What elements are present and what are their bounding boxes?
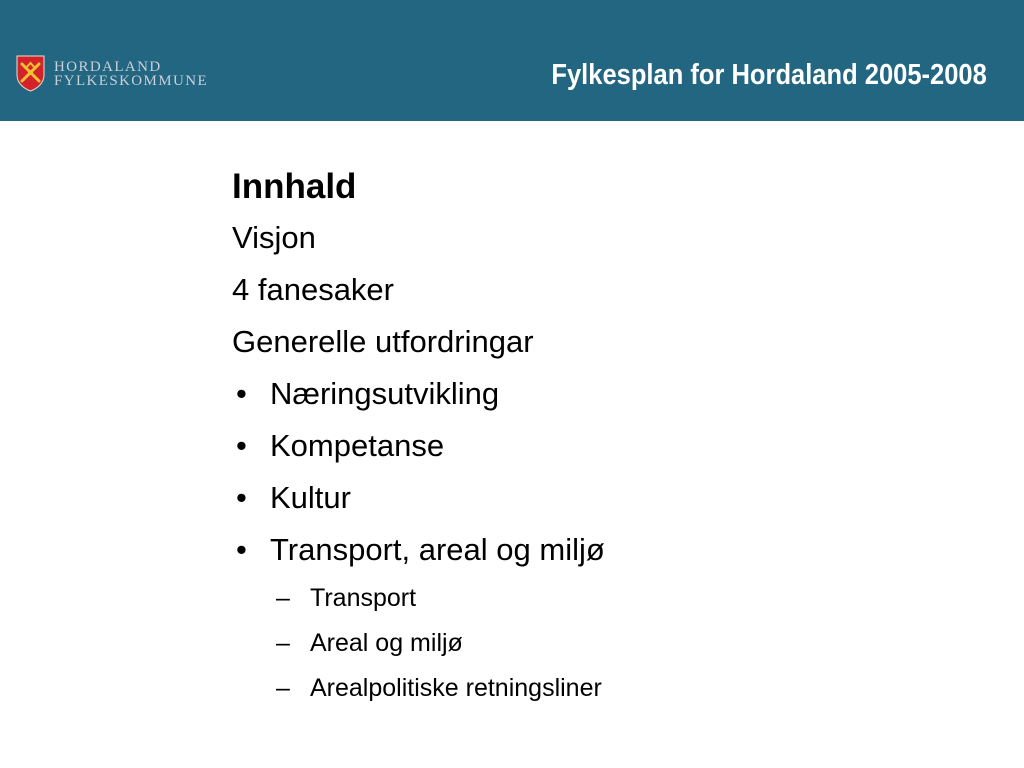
- content-line-fanesaker: 4 fanesaker: [232, 272, 394, 307]
- logo-line-1: HORDALAND: [54, 58, 162, 75]
- sub-bullet-text: Arealpolitiske retningsliner: [310, 674, 602, 702]
- sub-bullet-text: Transport: [310, 584, 417, 612]
- content-heading: Innhald: [232, 167, 357, 206]
- bullet-item-naeringsutvikling: [232, 368, 605, 420]
- bullet-item-kultur: [232, 472, 605, 524]
- header-band: [0, 0, 1024, 121]
- dash-mark: –: [276, 629, 290, 657]
- bullet-mark: •: [236, 428, 247, 463]
- sub-bullet-arealpolitiske: [232, 666, 605, 711]
- dash-mark: –: [276, 584, 290, 612]
- sub-bullet-areal-miljo: [232, 621, 605, 666]
- bullet-mark: •: [236, 480, 247, 515]
- dash-mark: –: [276, 674, 290, 702]
- bullet-mark: •: [236, 376, 247, 411]
- coat-of-arms-shield-icon: [16, 55, 45, 92]
- bullet-item-transport-areal-miljo: [232, 524, 605, 576]
- bullet-text: Kultur: [270, 480, 351, 515]
- bullet-mark: •: [236, 532, 247, 567]
- bullet-item-kompetanse: [232, 420, 605, 472]
- sub-bullet-text: Areal og miljø: [310, 629, 463, 657]
- hordaland-logo: [16, 55, 208, 92]
- bullet-text: Transport, areal og miljø: [270, 532, 605, 567]
- logo-line-2: FYLKESKOMMUNE: [54, 72, 209, 89]
- bullet-text: Næringsutvikling: [270, 376, 500, 411]
- content-line-visjon: Visjon: [232, 220, 316, 255]
- content-list: [232, 162, 605, 711]
- content-line-utfordringar: Generelle utfordringar: [232, 324, 534, 359]
- bullet-text: Kompetanse: [270, 428, 445, 463]
- sub-bullet-transport: [232, 576, 605, 621]
- slide-title: Fylkesplan for Hordaland 2005-2008: [551, 59, 987, 91]
- logo-wordmark: [54, 60, 208, 88]
